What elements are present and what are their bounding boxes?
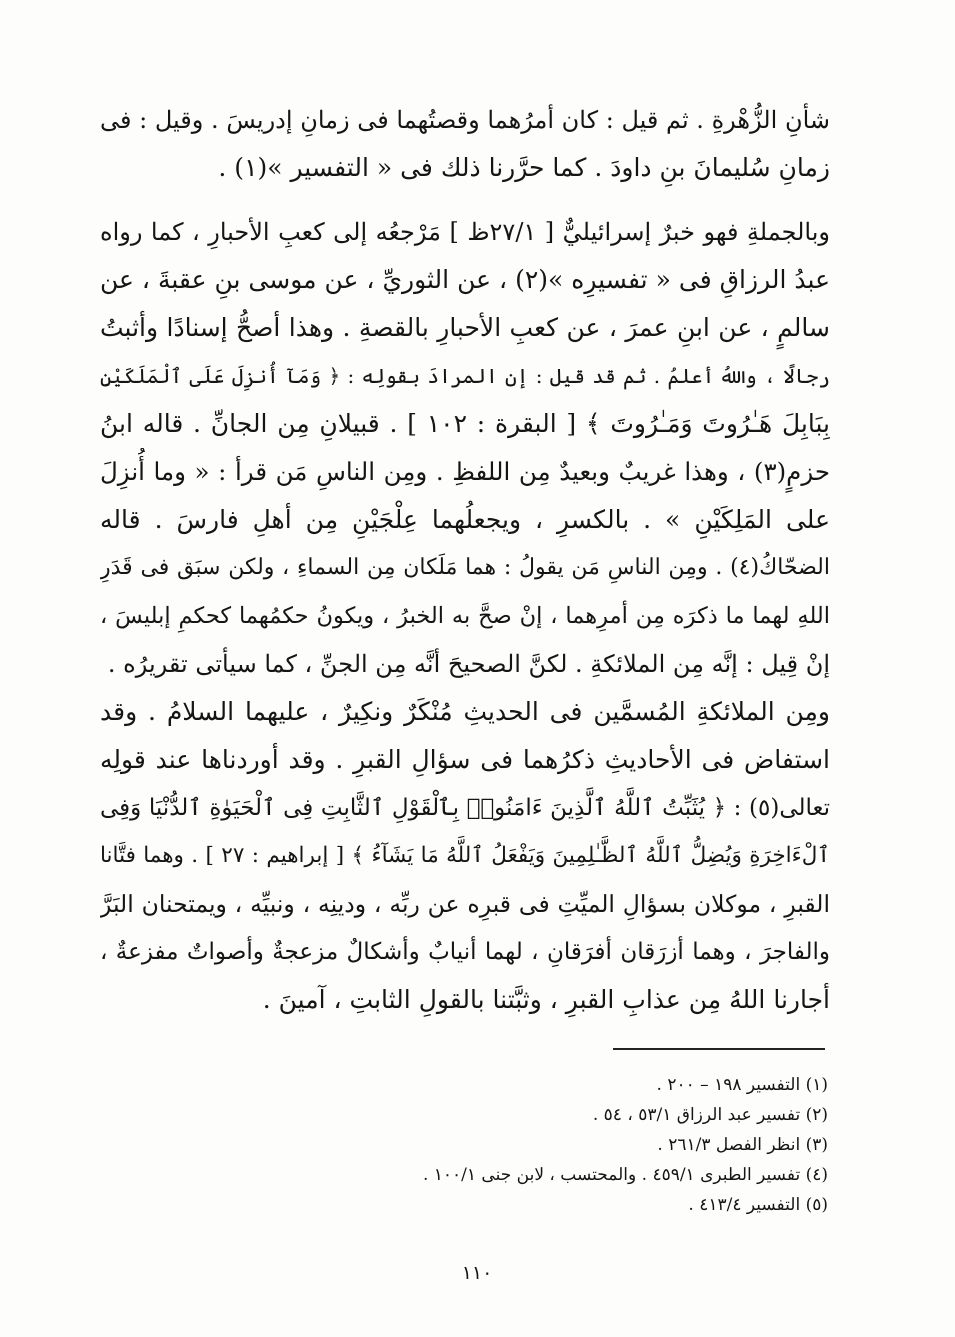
text-line: ٱلْءَاخِرَةِ وَيُضِلُّ ٱللَّهُ ٱلظَّـٰلِمِينَ وَيَفْعَلُ ٱللَّهُ مَا يَشَآءُ ﴾ [ إبراهيم : ٢٧ ] . وهما فتَّانا <box>100 843 830 868</box>
text-line: القبرِ ، موكلان بسؤالِ الميِّتِ فى قبرِه عن ربِّه ، ودينِه ، ونبيِّه ، ويمتحنان البَرَّ <box>100 890 830 918</box>
footnotes <box>200 1070 828 1220</box>
footnote: (١) التفسير ١٩٨ – ٢٠٠ . <box>656 1075 828 1095</box>
footnote: (٤) تفسير الطبرى ٤٥٩/١ . والمحتسب ، لابن جنى ١٠٠/١ . <box>422 1165 828 1185</box>
text-line: سالمٍ ، عن ابنِ عمرَ ، عن كعبِ الأحبارِ بالقصةِ . وهذا أصحُّ إسنادًا وأثبتُ <box>100 313 830 342</box>
text-line: وبالجملةِ فهو خبرٌ إسرائيليٌّ [ ٢٧/١ظ ] مَرْجعُه إلى كعبِ الأحبارِ ، كما رواه <box>100 218 830 246</box>
footnote: (٢) تفسير عبد الرزاق ٥٣/١ ، ٥٤ . <box>592 1105 828 1125</box>
page-number: ١١٠ <box>461 1262 493 1284</box>
footnote: (٥) التفسير ٤١٣/٤ . <box>688 1195 828 1215</box>
text-line: الضحّاكُ(٤) . ومِن الناسِ مَن يقولُ : هما مَلَكان مِن السماءِ ، ولكن سبَق فى قَدَرِ <box>100 555 830 580</box>
text-line: شأنِ الزُّهْرةِ . ثم قيل : كان أمرُهما وقصتُهما فى زمانِ إدريسَ . وقيل : فى <box>100 106 830 134</box>
footnote: (٣) انظر الفصل ٢٦١/٣ . <box>657 1135 828 1155</box>
text-line: والفاجرَ ، وهما أزرَقان أفرَقانِ ، لهما أنيابٌ وأشكالٌ مزعجةٌ وأصواتٌ مفزعةٌ ، <box>100 939 830 965</box>
text-line: عبدُ الرزاقِ فى « تفسيرِه »(٢) ، عن الثوريِّ ، عن موسى بنِ عقبةَ ، عن <box>100 265 830 294</box>
text-line: زمانِ سُليمانَ بنِ داودَ . كما حرَّرنا ذلك فى « التفسير »(١) . <box>218 153 830 182</box>
text-line: حزمٍ(٣) ، وهذا غريبٌ وبعيدٌ مِن اللفظِ . ومِن الناسِ مَن قرأ : « وما أُنزِلَ <box>100 457 830 486</box>
paragraph-2 <box>100 208 830 688</box>
text-line: اللهِ لهما ما ذكرَه مِن أمرِهما ، إنْ صحَّ به الخبرُ ، ويكونُ حكمُهما كحكمِ إبليسَ ، <box>100 603 830 629</box>
text-line: بِبَابِلَ هَـٰرُوتَ وَمَـٰرُوتَ ﴾ [ البقرة : ١٠٢ ] . قبيلانِ مِن الجانِّ . قاله ابنُ <box>100 409 830 438</box>
text-line: تعالى(٥) : ﴿ يُثَبِّتُ ٱللَّهُ ٱلَّذِينَ ءَامَنُوا۟ بِٱلْقَوْلِ ٱلثَّابِتِ فِى ٱلْحَيَوٰةِ ٱلدُّنْيَا وَفِى <box>100 795 830 821</box>
paragraph-1 <box>100 96 830 192</box>
text-line: رجالًا ، واللهُ أعلمُ . ثم قد قيل : إن المرادَ بقولِه : ﴿ وَمَآ أُنزِلَ عَلَى ٱلْمَلَكَيْنِ <box>100 364 830 388</box>
footnote-separator <box>613 1048 825 1050</box>
paragraph-3 <box>100 688 830 1024</box>
text-line: إنْ قِيل : إنَّه مِن الملائكةِ . لكنَّ الصحيحَ أنَّه مِن الجنِّ ، كما سيأتى تقريرُه . <box>107 650 830 678</box>
text-line: ومِن الملائكةِ المُسمَّين فى الحديثِ مُنْكَرٌ ونكِيرٌ ، عليهما السلامُ . وقد <box>100 697 830 726</box>
text-line: استفاض فى الأحاديثِ ذكرُهما فى سؤالِ القبرِ . وقد أوردناها عند قولِه <box>100 745 830 774</box>
text-line: أجارنا اللهُ مِن عذابِ القبرِ ، وثبَّتنا بالقولِ الثابتِ ، آمينَ . <box>262 985 830 1014</box>
text-line: على المَلِكَيْنِ » . بالكسرِ ، ويجعلُهما عِلْجَيْنِ مِن أهلِ فارسَ . قاله <box>100 505 830 534</box>
